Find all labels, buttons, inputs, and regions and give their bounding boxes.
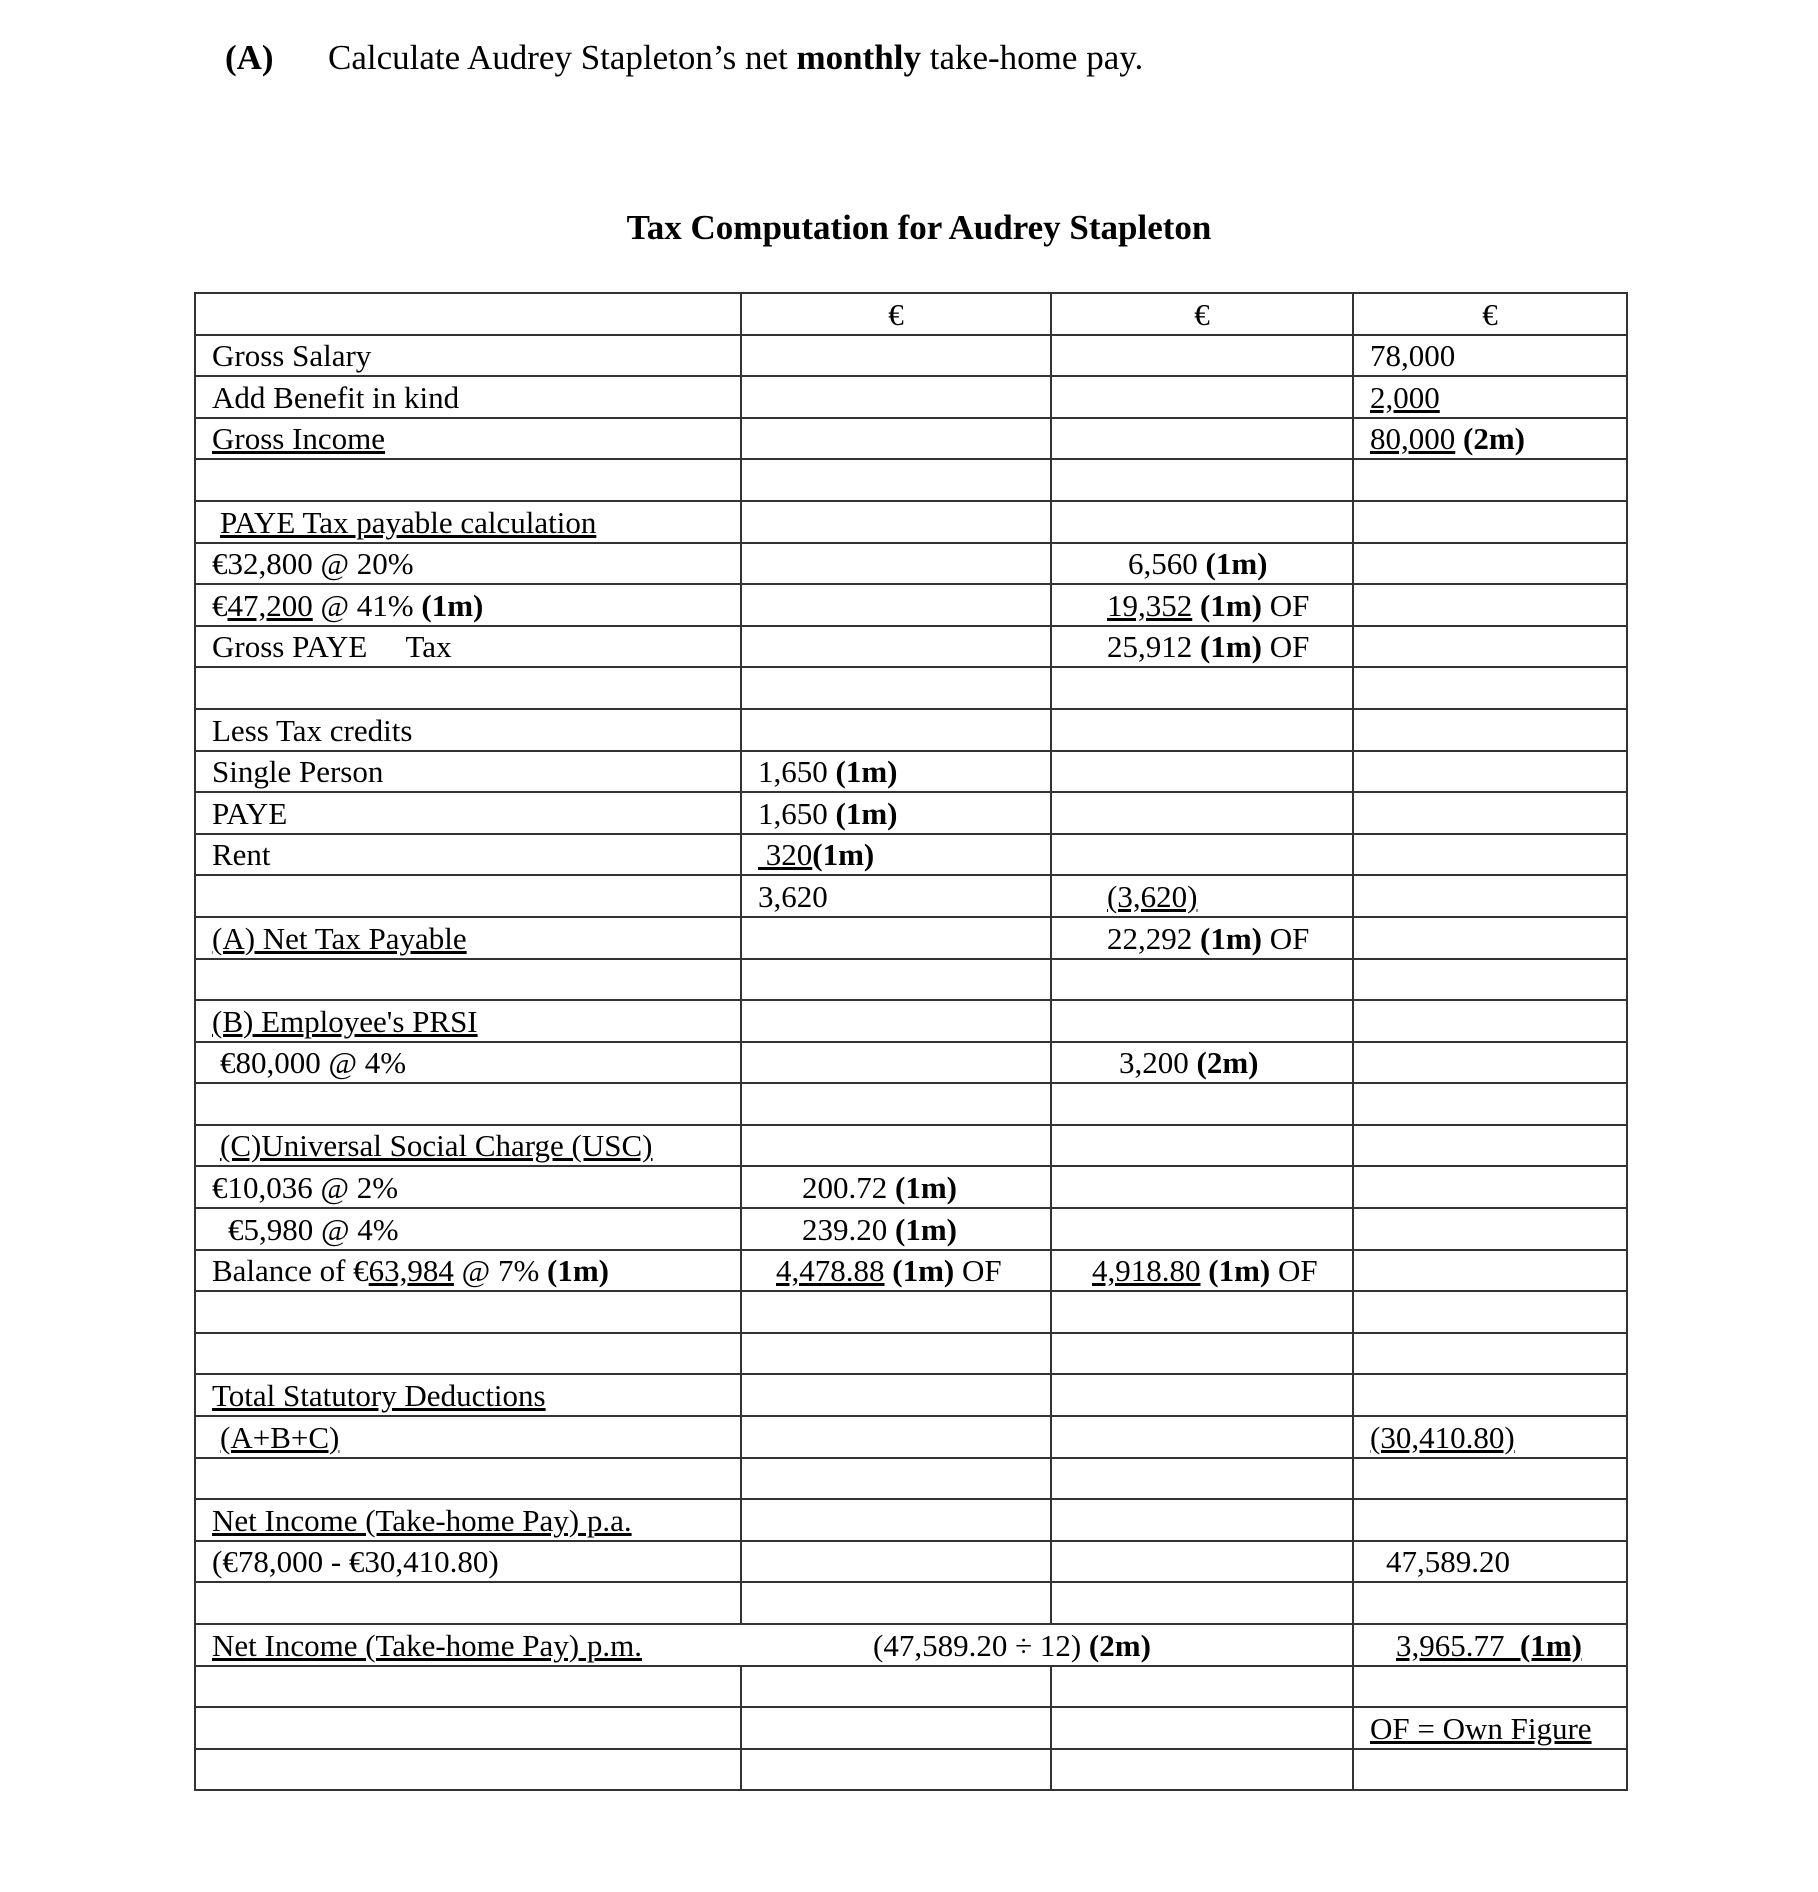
row-label: €80,000 @ 4% [195,1042,741,1084]
section-heading: Net Income (Take-home Pay) p.m. [212,1627,642,1663]
band1-value: 6,560 [1128,546,1198,582]
mark: (1m) [1200,587,1262,623]
mark: (2m) [1463,421,1525,457]
header-euro-2: € [1051,293,1353,335]
section-heading: (B) Employee's PRSI [212,1003,478,1039]
of-note: OF [1270,1253,1318,1289]
mark: (1m) [1205,546,1268,582]
usc-value: 4,478.88 [776,1253,885,1289]
mark: (1m) [892,1253,955,1289]
table-row [195,1541,1627,1583]
table-row [195,1499,1627,1541]
mark: (1m) [835,795,898,831]
net-pm-value: 3,965.77 [1396,1627,1505,1663]
of-note: OF [954,1253,1002,1289]
legend-note: OF = Own Figure [1370,1710,1592,1746]
table-row [195,1125,1627,1167]
usc-total: 4,918.80 [1092,1253,1201,1289]
table-row-blank [195,1291,1627,1333]
table-row-blank [195,1582,1627,1624]
credit-value: 1,650 [758,795,828,831]
table-row [195,792,1627,834]
table-row [195,543,1627,585]
gross-paye-value: 25,912 [1107,629,1193,665]
row-label-rate: @ 7% [453,1253,548,1289]
table-row-blank [195,667,1627,709]
row-label: €32,800 @ 20% [195,543,741,585]
question-emphasis: monthly [796,38,921,77]
of-note: OF [1261,587,1310,623]
table-row [195,335,1627,377]
table-row-blank [195,1333,1627,1375]
table-row [195,709,1627,751]
usc-value: 200.72 [802,1170,888,1206]
header-euro-1: € [741,293,1051,335]
mark: (2m) [1088,1627,1151,1663]
row-label-prefix: € [212,587,228,623]
gross-income-value: 80,000 [1370,421,1456,457]
row-label: Rent [195,834,741,876]
section-heading: Less Tax credits [195,709,741,751]
row-label: Single Person [195,751,741,793]
of-note: OF [1261,920,1310,956]
total-deductions-value: (30,410.80) [1370,1419,1515,1455]
mark: (2m) [1196,1045,1259,1081]
section-heading: Total Statutory Deductions [212,1378,546,1414]
row-label: Add Benefit in kind [195,376,741,418]
credits-deduction: (3,620) [1107,878,1198,914]
table-row [195,1250,1627,1292]
mark: (1m) [421,587,484,623]
table-row [195,1707,1627,1749]
mark: (1m) [1208,1253,1271,1289]
mark: (1m) [1200,920,1262,956]
mark: (1m) [547,1253,610,1289]
of-note: OF [1261,629,1310,665]
section-heading: Net Income (Take-home Pay) p.a. [212,1502,632,1538]
table-row [195,1624,1627,1666]
row-label: (A) Net Tax Payable [212,920,467,956]
table-row [195,1208,1627,1250]
header-euro-3: € [1353,293,1627,335]
row-label: Gross Salary [195,335,741,377]
table-row [195,584,1627,626]
net-tax-value: 22,292 [1107,920,1193,956]
bik-value: 2,000 [1370,379,1440,415]
table-row [195,501,1627,543]
mark: (1m) [1520,1627,1582,1663]
row-label: €10,036 @ 2% [195,1166,741,1208]
table-row-blank [195,459,1627,501]
question-text: Calculate Audrey Stapleton’s net [328,38,797,77]
net-pa-value: 47,589.20 [1353,1541,1627,1583]
table-row-blank [195,1666,1627,1708]
tax-computation-table [194,292,1628,1791]
row-label-rate: @ 41% [312,587,422,623]
credits-total: 3,620 [741,875,1051,917]
header-blank [195,293,741,335]
usc-value: 239.20 [802,1211,888,1247]
row-label: (A+B+C) [220,1419,340,1455]
row-label-amount: 63,984 [368,1253,454,1289]
table-row [195,376,1627,418]
section-heading: PAYE Tax payable calculation [220,504,597,540]
row-label: €5,980 @ 4% [195,1208,741,1250]
mark: (1m) [895,1211,957,1247]
mark: (1m) [895,1170,957,1206]
table-row-blank [195,1083,1627,1125]
question-label: (A) [225,38,274,77]
table-header-row [195,293,1627,335]
row-label-prefix: Balance of € [212,1253,369,1289]
gross-salary-value: 78,000 [1353,335,1627,377]
prsi-value: 3,200 [1119,1045,1189,1081]
page-title: Tax Computation for Audrey Stapleton [626,208,1212,247]
row-label: (€78,000 - €30,410.80) [195,1541,741,1583]
table-row [195,626,1627,668]
table-row [195,1416,1627,1458]
mark: (1m) [812,837,875,873]
mark: (1m) [835,754,898,790]
table-row [195,917,1627,959]
mark: (1m) [1200,629,1262,665]
table-row [195,1166,1627,1208]
row-label: Gross Income [212,421,386,457]
table-row [195,1000,1627,1042]
table-row-blank [195,959,1627,1001]
table-row-blank [195,1749,1627,1791]
net-pm-value-wrap [1370,1628,1582,1663]
section-heading: (C)Universal Social Charge (USC) [220,1128,653,1164]
question-prompt [225,38,1143,78]
table-row [195,418,1627,460]
table-row [195,751,1627,793]
table-row-blank [195,1458,1627,1500]
table-row [195,1042,1627,1084]
table-row [195,875,1627,917]
credit-value: 320 [758,837,813,873]
credit-value: 1,650 [758,754,828,790]
row-label-amount: 47,200 [227,587,313,623]
band2-value: 19,352 [1107,587,1193,623]
table-row [195,834,1627,876]
row-label: Gross PAYE Tax [195,626,741,668]
row-label: PAYE [195,792,741,834]
table-row [195,1374,1627,1416]
question-text-end: take-home pay. [920,38,1144,77]
monthly-calc: (47,589.20 ÷ 12) [873,1627,1089,1663]
